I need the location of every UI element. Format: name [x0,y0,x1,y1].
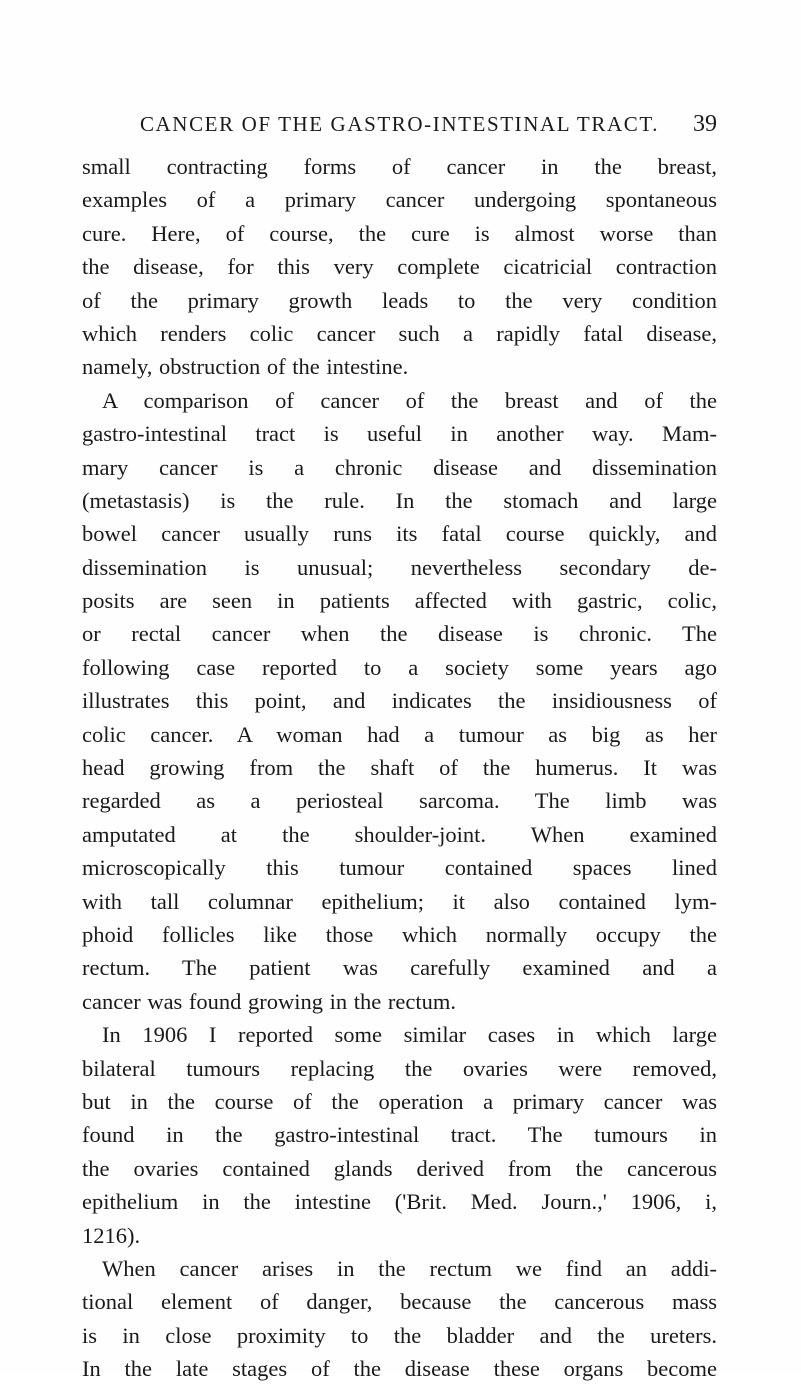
text-line: colic cancer. A woman had a tumour as big as her [82,721,717,747]
text-line: cure. Here, of course, the cure is almost worse than [82,220,717,246]
text-line: regarded as a periosteal sarcoma. The limb was [82,788,717,814]
running-title: CANCER OF THE GASTRO-INTESTINAL TRACT. [139,112,660,136]
text-line: epithelium in the intestine ('Brit. Med. Journ.,' 1906, i, [82,1189,717,1215]
text-line: phoid follicles like those which normally occupy the [82,921,717,947]
text-line: illustrates this point, and indicates the insidiousness of [82,688,717,714]
text-line: microscopically this tumour contained spaces lined [82,855,717,881]
text-line: is in close proximity to the bladder and the ureters. [82,1322,717,1348]
text-line: the ovaries contained glands derived from the cancerous [82,1155,717,1181]
text-line: found in the gastro-intestinal tract. The tumours in [82,1122,717,1148]
text-line: In the late stages of the disease these organs become [82,1356,717,1382]
text-line: cancer was found growing in the rectum. [82,988,456,1014]
text-line: dissemination is unusual; nevertheless secondary de- [82,554,717,580]
text-line: following case reported to a society some years ago [82,654,717,680]
text-line: bilateral tumours replacing the ovaries were removed, [82,1055,717,1081]
running-head [82,104,717,144]
text-line: In 1906 I reported some similar cases in which large [102,1022,717,1048]
text-line: 1216). [82,1222,141,1248]
text-line: head growing from the shaft of the humerus. It was [82,755,717,781]
text-line: bowel cancer usually runs its fatal course quickly, and [82,521,717,547]
text-line: posits are seen in patients affected with gastric, colic, [82,588,717,614]
text-line: tional element of danger, because the cancerous mass [82,1289,717,1315]
text-line: examples of a primary cancer undergoing spontaneous [82,187,717,213]
text-line: but in the course of the operation a primary cancer was [82,1088,717,1114]
text-line: the disease, for this very complete cicatricial contraction [82,254,717,280]
text-line: amputated at the shoulder-joint. When examined [82,821,717,847]
text-line: (metastasis) is the rule. In the stomach and large [82,487,717,513]
text-line: rectum. The patient was carefully examined and a [82,955,717,981]
text-line: namely, obstruction of the intestine. [82,354,409,380]
text-line: small contracting forms of cancer in the breast, [82,154,717,179]
text-line: When cancer arises in the rectum we find an addi- [102,1255,717,1281]
text-line: with tall columnar epithelium; it also contained lym- [82,888,717,914]
text-line: mary cancer is a chronic disease and dissemination [82,454,717,480]
text-line: of the primary growth leads to the very condition [82,287,717,313]
text-line: or rectal cancer when the disease is chronic. The [82,621,717,647]
text-line: A comparison of cancer of the breast and of the [102,387,717,413]
body-text [82,150,717,1385]
text-line: gastro-intestinal tract is useful in another way. Mam- [82,421,717,447]
page-number: 39 [693,111,717,137]
text-line: which renders colic cancer such a rapidly fatal disease, [82,320,717,346]
